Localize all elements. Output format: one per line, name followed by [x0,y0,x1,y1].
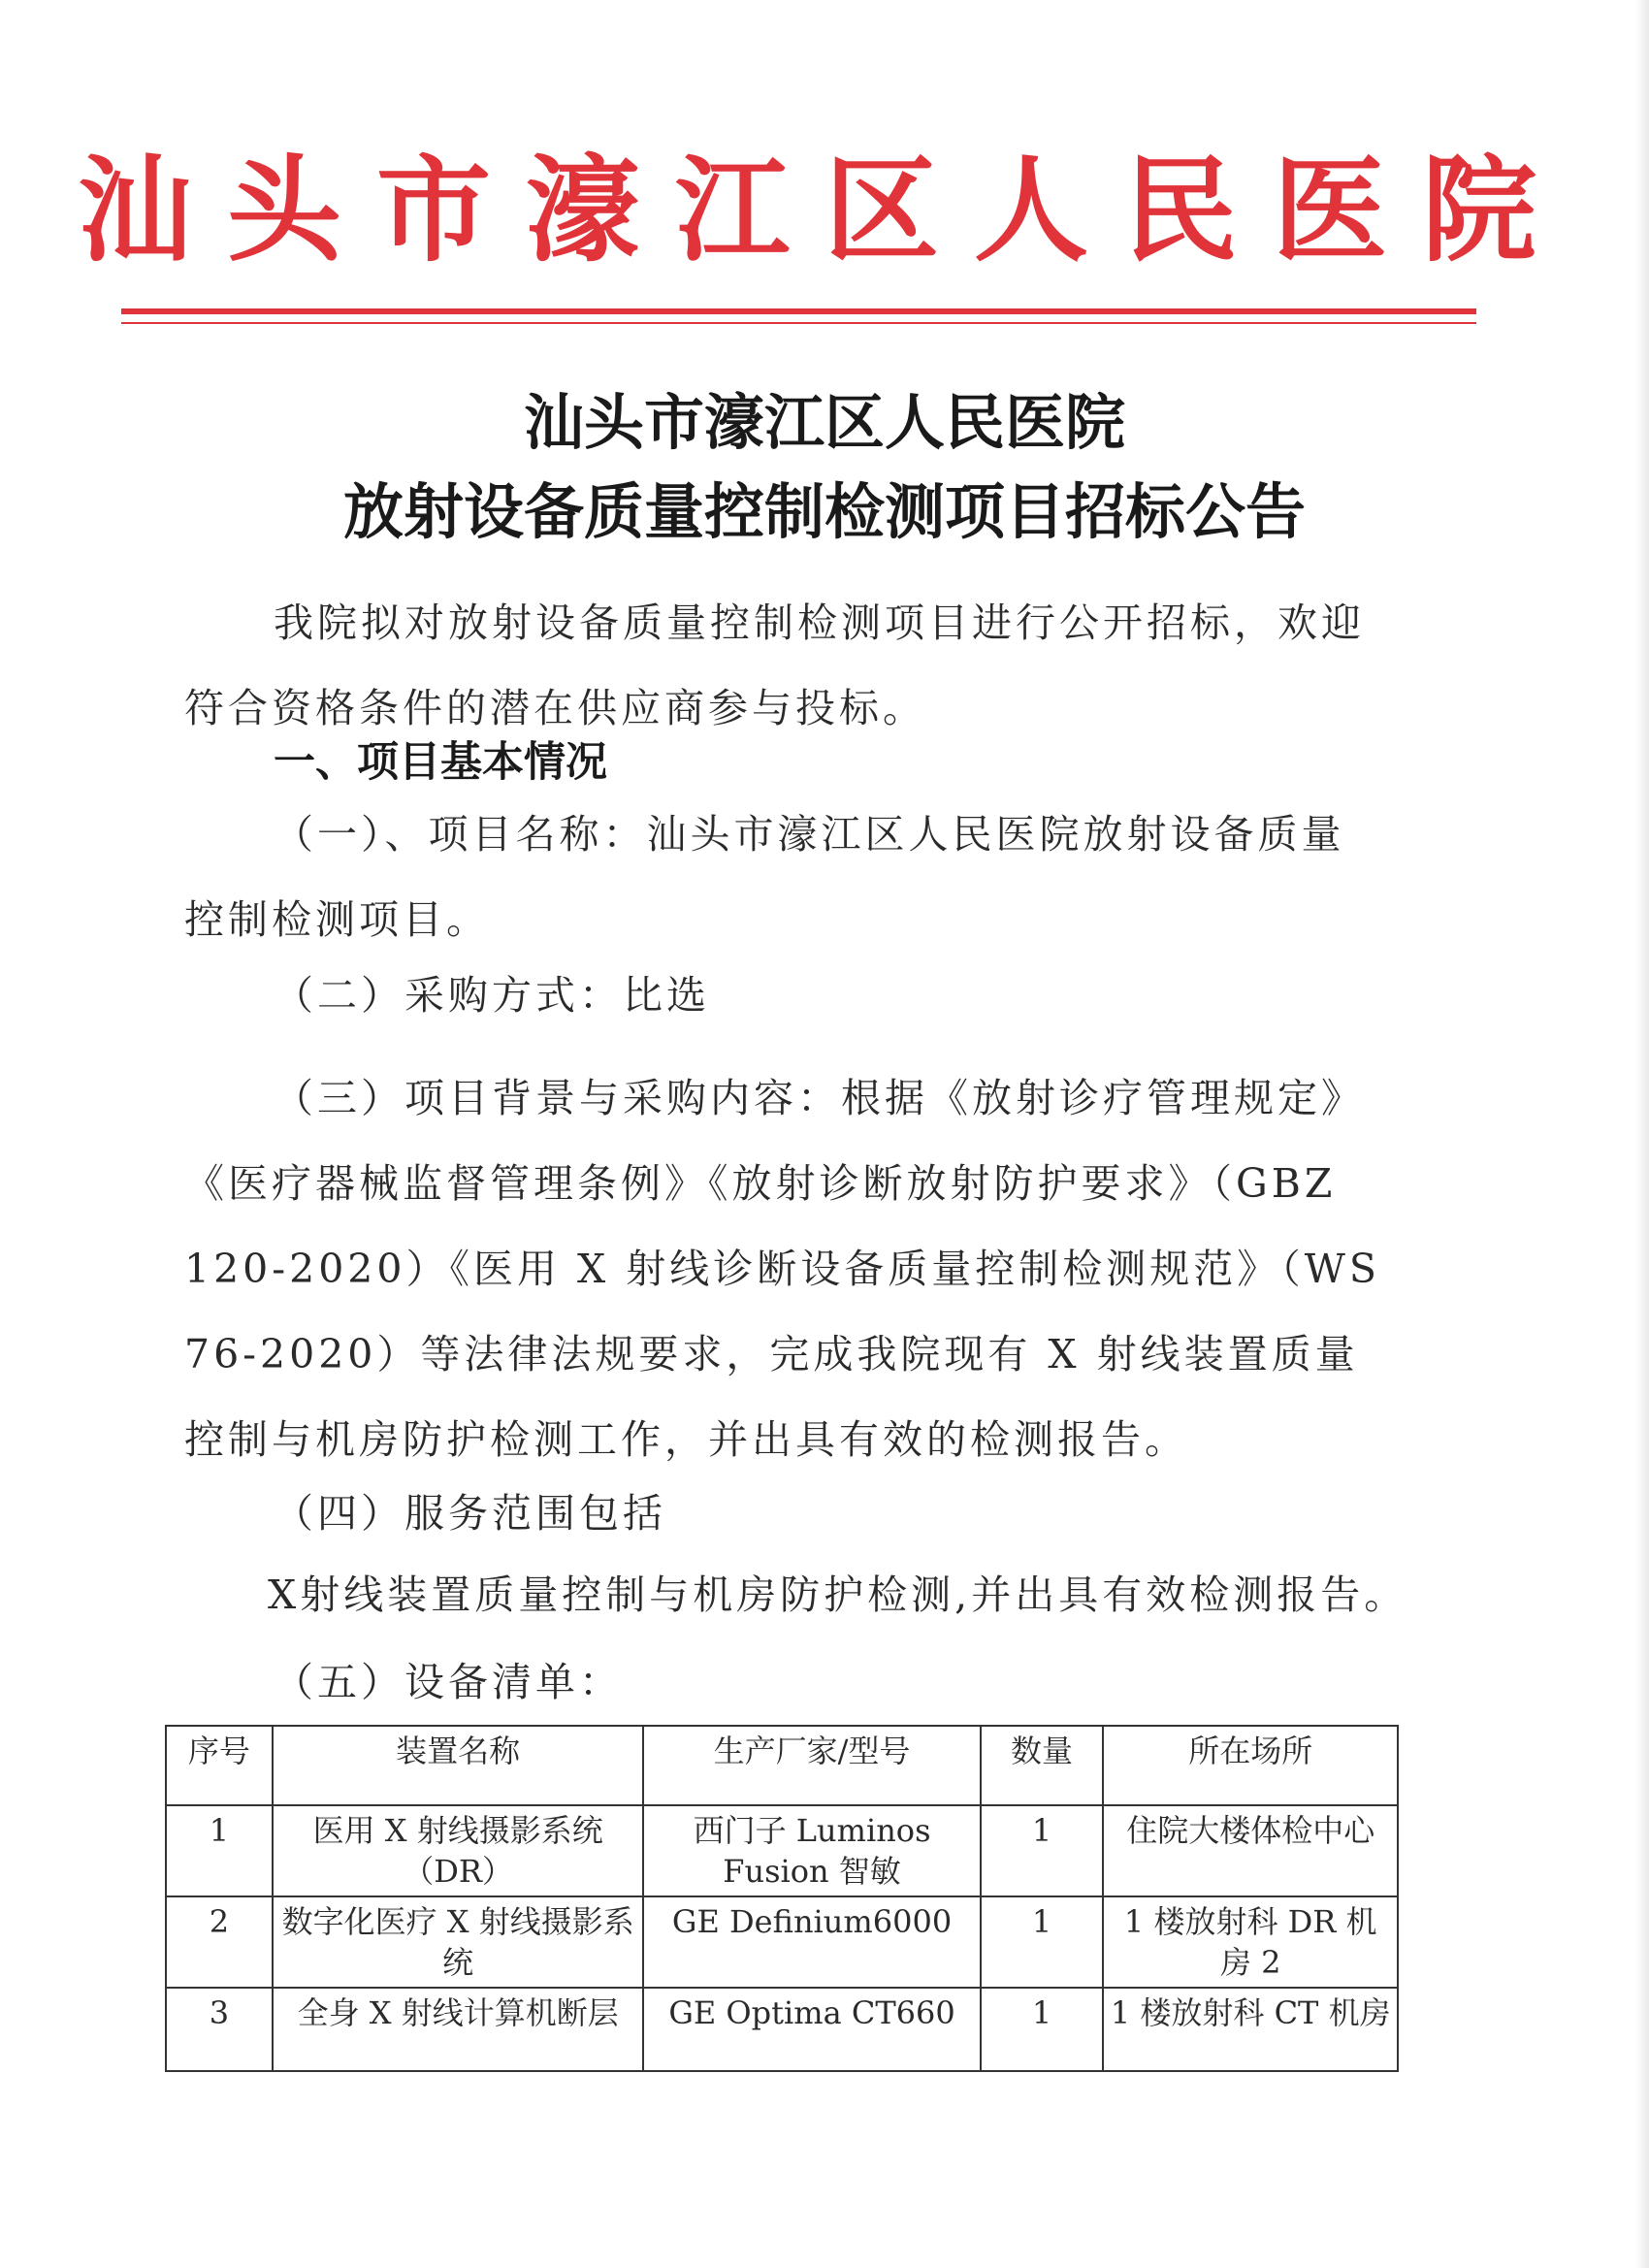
item-1-project-name: （一）、项目名称：汕头市濠江区人民医院放射设备质量控制检测项目。 [184,811,1345,943]
table-cell: 1 [166,1805,273,1896]
header-cell: 生产厂家/型号 [643,1726,980,1805]
table-cell: GE Definium6000 [643,1896,980,1988]
item-2-procurement-method: （二）采购方式：比选 [274,972,710,1019]
table-cell: 1 [981,1988,1104,2071]
table-header-row [166,1726,1398,1805]
header-cell: 数量 [981,1726,1104,1805]
table-cell: 医用 X 射线摄影系统（DR） [273,1805,644,1896]
table-cell: 住院大楼体检中心 [1103,1805,1398,1896]
item-3-background: （三）项目背景与采购内容：根据《放射诊疗管理规定》《医疗器械监督管理条例》《放射诊断放射防护要求》（GBZ 120-2020）《医用 X 射线诊断设备质量控制检测规范》（WS 76-2020）等法律法规要求，完成我院现有 X 射线装置质量控制与机房防护检测工作，并出具有效的检测报告。 [184,1075,1380,1463]
table-cell: 1 [981,1805,1104,1896]
table-cell: 全身 X 射线计算机断层 [273,1988,644,2071]
table-cell: 1 [981,1896,1104,1988]
table-cell: 1 楼放射科 DR 机房 2 [1103,1896,1398,1988]
section-heading-1: 一、项目基本情况 [274,738,607,787]
header-cell: 装置名称 [273,1726,644,1805]
intro-paragraph: 我院拟对放射设备质量控制检测项目进行公开招标，欢迎符合资格条件的潜在供应商参与投标。 [184,599,1365,731]
item-4-service-scope: （四）服务范围包括 [274,1490,666,1537]
letterhead-rule-thick [121,308,1476,314]
table-row [166,1988,1398,2071]
document-title [0,378,1649,557]
page-edge-shadow [1635,0,1649,2268]
header-cell: 所在场所 [1103,1726,1398,1805]
header-cell: 序号 [166,1726,273,1805]
title-line-2: 放射设备质量控制检测项目招标公告 [342,476,1306,547]
table-cell: 2 [166,1896,273,1988]
table-cell: GE Optima CT660 [643,1988,980,2071]
item-4-service-text: X射线装置质量控制与机房防护检测,并出具有效检测报告。 [268,1571,1408,1618]
table-row [166,1896,1398,1988]
letterhead-org-name: 汕头市濠江区人民医院 [77,144,1571,277]
title-line-1: 汕头市濠江区人民医院 [523,387,1125,458]
letterhead-rule-thin [121,322,1476,324]
table-cell: 3 [166,1988,273,2071]
equipment-table [165,1725,1399,2072]
item-5-equipment-list: （五）设备清单： [274,1659,623,1705]
table-cell: 数字化医疗 X 射线摄影系统 [273,1896,644,1988]
table-cell: 西门子 Luminos Fusion 智敏 [643,1805,980,1896]
table-row [166,1805,1398,1896]
table-cell: 1 楼放射科 CT 机房 [1103,1988,1398,2071]
